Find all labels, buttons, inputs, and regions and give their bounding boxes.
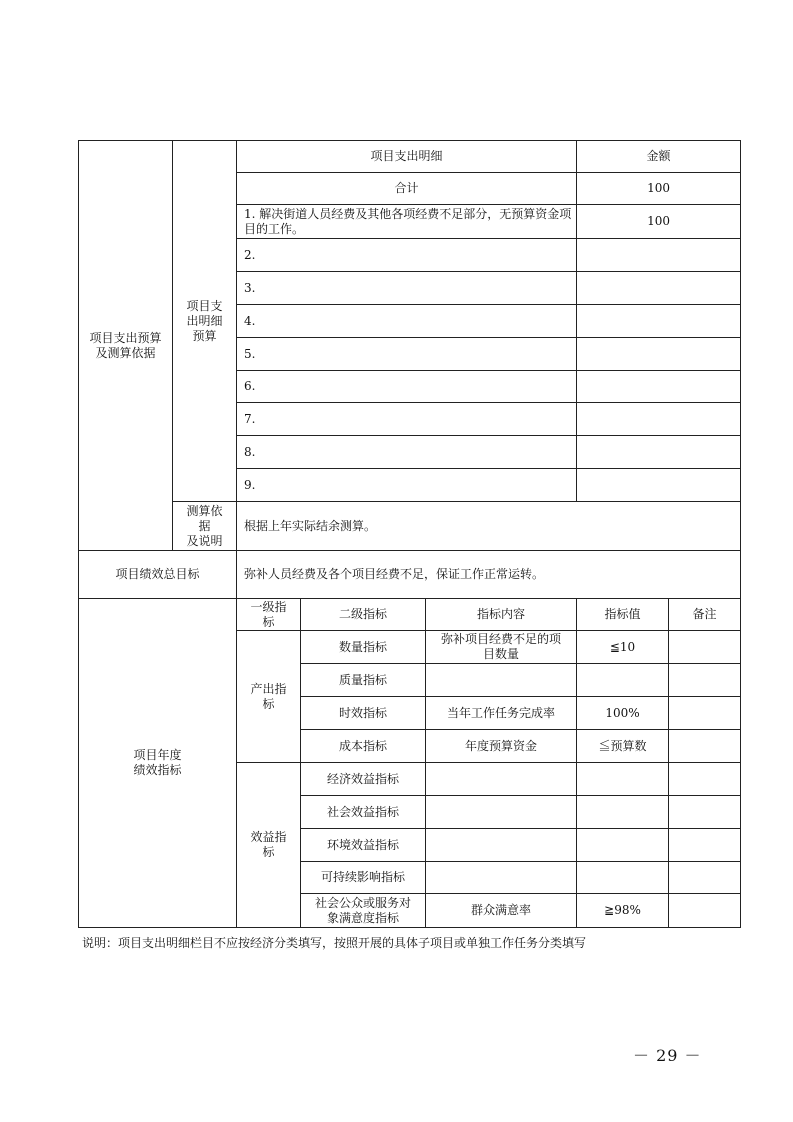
detail-amount-1: 100 xyxy=(577,205,741,239)
detail-amount-5 xyxy=(577,338,741,371)
remark-sustainability xyxy=(669,862,741,894)
value-economic xyxy=(577,763,669,796)
output-indicator-group: 产出指 标 xyxy=(237,631,301,763)
content-quality xyxy=(426,664,577,697)
level2-quality: 质量指标 xyxy=(301,664,426,697)
detail-item-5: 5. xyxy=(237,338,577,371)
value-timeliness: 100% xyxy=(577,697,669,730)
detail-header-amount: 金额 xyxy=(577,141,741,173)
value-environment xyxy=(577,829,669,862)
basis-label: 测算依 据 及说明 xyxy=(173,502,237,551)
content-satisfaction: 群众满意率 xyxy=(426,894,577,928)
detail-header-item: 项目支出明细 xyxy=(237,141,577,173)
header-remark: 备注 xyxy=(669,599,741,631)
content-economic xyxy=(426,763,577,796)
detail-item-6: 6. xyxy=(237,371,577,403)
detail-item-4: 4. xyxy=(237,305,577,338)
detail-amount-8 xyxy=(577,436,741,469)
total-amount: 100 xyxy=(577,173,741,205)
level2-quantity: 数量指标 xyxy=(301,631,426,664)
detail-amount-7 xyxy=(577,403,741,436)
form-table xyxy=(78,140,741,928)
value-satisfaction: ≧98% xyxy=(577,894,669,928)
level2-environment: 环境效益指标 xyxy=(301,829,426,862)
remark-economic xyxy=(669,763,741,796)
performance-goal-text: 弥补人员经费及各个项目经费不足，保证工作正常运转。 xyxy=(237,551,741,599)
benefit-indicator-group: 效益指 标 xyxy=(237,763,301,928)
detail-amount-9 xyxy=(577,469,741,502)
detail-item-8: 8. xyxy=(237,436,577,469)
value-quality xyxy=(577,664,669,697)
total-label: 合计 xyxy=(237,173,577,205)
detail-item-3: 3. xyxy=(237,272,577,305)
value-sustainability xyxy=(577,862,669,894)
detail-amount-3 xyxy=(577,272,741,305)
header-content: 指标内容 xyxy=(426,599,577,631)
content-environment xyxy=(426,829,577,862)
budget-performance-form xyxy=(78,140,741,928)
footnote: 说明：项目支出明细栏目不应按经济分类填写，按照开展的具体子项目或单独工作任务分类填写 xyxy=(82,936,587,950)
annual-indicators-label: 项目年度 绩效指标 xyxy=(79,599,237,928)
level2-timeliness: 时效指标 xyxy=(301,697,426,730)
header-value: 指标值 xyxy=(577,599,669,631)
header-level2: 二级指标 xyxy=(301,599,426,631)
value-social xyxy=(577,796,669,829)
header-level1: 一级指 标 xyxy=(237,599,301,631)
level2-economic: 经济效益指标 xyxy=(301,763,426,796)
detail-amount-2 xyxy=(577,239,741,272)
level2-sustainability: 可持续影响指标 xyxy=(301,862,426,894)
remark-environment xyxy=(669,829,741,862)
detail-item-9: 9. xyxy=(237,469,577,502)
remark-quantity xyxy=(669,631,741,664)
content-cost: 年度预算资金 xyxy=(426,730,577,763)
remark-quality xyxy=(669,664,741,697)
content-quantity: 弥补项目经费不足的项 目数量 xyxy=(426,631,577,664)
detail-budget-label: 项目支 出明细 预算 xyxy=(173,141,237,502)
detail-amount-6 xyxy=(577,371,741,403)
level2-cost: 成本指标 xyxy=(301,730,426,763)
detail-item-1: 1. 解决街道人员经费及其他各项经费不足部分，无预算资金项目的工作。 xyxy=(237,205,577,239)
page-number: － 29 － xyxy=(633,1046,702,1065)
detail-item-7: 7. xyxy=(237,403,577,436)
detail-item-2: 2. xyxy=(237,239,577,272)
remark-cost xyxy=(669,730,741,763)
content-sustainability xyxy=(426,862,577,894)
basis-text: 根据上年实际结余测算。 xyxy=(237,502,741,551)
value-quantity: ≦10 xyxy=(577,631,669,664)
detail-amount-4 xyxy=(577,305,741,338)
level2-social: 社会效益指标 xyxy=(301,796,426,829)
level2-satisfaction: 社会公众或服务对 象满意度指标 xyxy=(301,894,426,928)
budget-section-label: 项目支出预算 及测算依据 xyxy=(79,141,173,551)
content-timeliness: 当年工作任务完成率 xyxy=(426,697,577,730)
value-cost: ≦预算数 xyxy=(577,730,669,763)
content-social xyxy=(426,796,577,829)
performance-goal-label: 项目绩效总目标 xyxy=(79,551,237,599)
remark-social xyxy=(669,796,741,829)
remark-timeliness xyxy=(669,697,741,730)
remark-satisfaction xyxy=(669,894,741,928)
